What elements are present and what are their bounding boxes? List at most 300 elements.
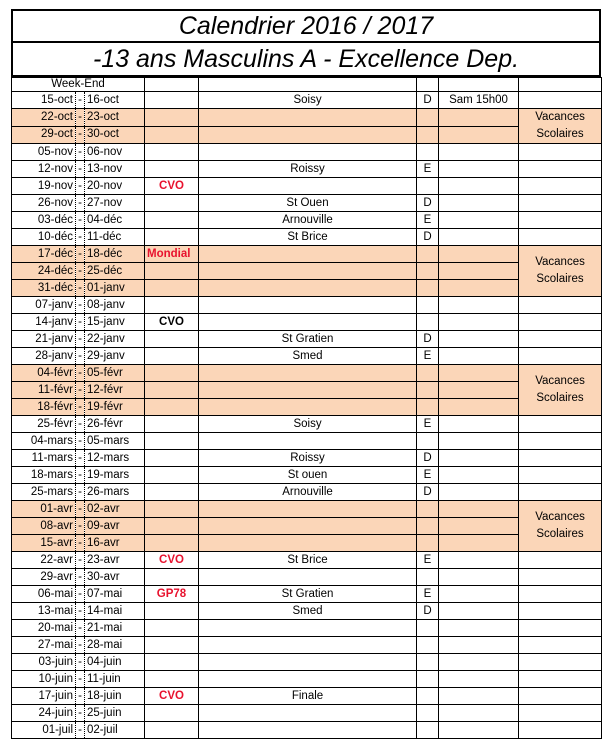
weekend-end-date: 30-oct xyxy=(85,126,145,144)
table-row xyxy=(12,450,602,467)
time-cell xyxy=(439,212,519,229)
weekend-start-date: 11-févr xyxy=(12,382,76,399)
venue-cell: D xyxy=(417,195,439,212)
event-cell xyxy=(145,637,199,654)
venue-cell xyxy=(417,382,439,399)
weekend-end-date: 25-déc xyxy=(85,263,145,280)
venue-cell xyxy=(417,365,439,382)
note-cell xyxy=(519,620,602,637)
date-separator: - xyxy=(76,484,85,501)
time-cell xyxy=(439,195,519,212)
time-cell xyxy=(439,229,519,246)
date-separator: - xyxy=(76,654,85,671)
vacances-line1: Vacances xyxy=(535,111,585,123)
event-cell xyxy=(145,569,199,586)
note-cell xyxy=(519,586,602,603)
opponent-cell xyxy=(199,637,417,654)
time-cell xyxy=(439,450,519,467)
event-cell xyxy=(145,467,199,484)
opponent-cell xyxy=(199,535,417,552)
weekend-start-date: 08-avr xyxy=(12,518,76,535)
time-cell xyxy=(439,314,519,331)
table-row xyxy=(12,399,602,416)
date-separator: - xyxy=(76,161,85,178)
weekend-start-date: 20-mai xyxy=(12,620,76,637)
venue-cell: D xyxy=(417,92,439,109)
table-row xyxy=(12,535,602,552)
time-cell xyxy=(439,518,519,535)
note-cell xyxy=(519,722,602,739)
note-cell xyxy=(519,433,602,450)
weekend-start-date: 22-avr xyxy=(12,552,76,569)
opponent-cell: St ouen xyxy=(199,467,417,484)
table-row xyxy=(12,246,602,263)
time-cell xyxy=(439,552,519,569)
date-separator: - xyxy=(76,586,85,603)
event-cell: GP78 xyxy=(145,586,199,603)
table-row xyxy=(12,263,602,280)
date-separator: - xyxy=(76,535,85,552)
opponent-cell: St Brice xyxy=(199,552,417,569)
table-row xyxy=(12,705,602,722)
date-separator: - xyxy=(76,263,85,280)
event-cell xyxy=(145,722,199,739)
table-row xyxy=(12,195,602,212)
note-cell xyxy=(519,161,602,178)
note-cell xyxy=(519,603,602,620)
venue-cell: E xyxy=(417,161,439,178)
time-cell xyxy=(439,348,519,365)
team-subtitle: -13 ans Masculins A - Excellence Dep. xyxy=(11,43,601,77)
date-separator: - xyxy=(76,688,85,705)
opponent-cell xyxy=(199,620,417,637)
time-cell xyxy=(439,688,519,705)
date-separator: - xyxy=(76,92,85,109)
weekend-end-date: 06-nov xyxy=(85,144,145,161)
date-separator: - xyxy=(76,178,85,195)
weekend-start-date: 05-nov xyxy=(12,144,76,161)
table-row xyxy=(12,518,602,535)
date-separator: - xyxy=(76,195,85,212)
weekend-end-date: 23-oct xyxy=(85,109,145,127)
opponent-cell: Smed xyxy=(199,603,417,620)
venue-cell: E xyxy=(417,586,439,603)
note-cell xyxy=(519,92,602,109)
venue-cell xyxy=(417,654,439,671)
table-row xyxy=(12,365,602,382)
weekend-start-date: 15-oct xyxy=(12,92,76,109)
table-row xyxy=(12,620,602,637)
opponent-cell: Finale xyxy=(199,688,417,705)
table-row xyxy=(12,467,602,484)
table-row xyxy=(12,109,602,127)
opponent-cell xyxy=(199,365,417,382)
vacances-note xyxy=(519,246,602,297)
weekend-start-date: 04-févr xyxy=(12,365,76,382)
event-cell xyxy=(145,416,199,433)
venue-cell xyxy=(417,501,439,518)
vacances-line1: Vacances xyxy=(535,511,585,523)
time-cell xyxy=(439,569,519,586)
date-separator: - xyxy=(76,399,85,416)
event-cell xyxy=(145,382,199,399)
weekend-header: Week-End xyxy=(12,78,145,92)
weekend-start-date: 10-déc xyxy=(12,229,76,246)
opponent-cell xyxy=(199,314,417,331)
date-separator: - xyxy=(76,603,85,620)
weekend-start-date: 04-mars xyxy=(12,433,76,450)
table-row xyxy=(12,178,602,195)
opponent-cell: Soisy xyxy=(199,92,417,109)
time-cell xyxy=(439,331,519,348)
time-cell xyxy=(439,416,519,433)
header-event xyxy=(145,78,199,92)
weekend-end-date: 11-déc xyxy=(85,229,145,246)
event-cell xyxy=(145,212,199,229)
weekend-start-date: 25-mars xyxy=(12,484,76,501)
date-separator: - xyxy=(76,365,85,382)
date-separator: - xyxy=(76,280,85,297)
weekend-end-date: 07-mai xyxy=(85,586,145,603)
weekend-start-date: 18-févr xyxy=(12,399,76,416)
table-row xyxy=(12,161,602,178)
weekend-end-date: 13-nov xyxy=(85,161,145,178)
opponent-cell: St Gratien xyxy=(199,586,417,603)
time-cell xyxy=(439,263,519,280)
event-cell xyxy=(145,144,199,161)
event-cell xyxy=(145,501,199,518)
weekend-start-date: 11-mars xyxy=(12,450,76,467)
vacances-line1: Vacances xyxy=(535,256,585,268)
time-cell xyxy=(439,586,519,603)
time-cell xyxy=(439,246,519,263)
table-row xyxy=(12,722,602,739)
date-separator: - xyxy=(76,552,85,569)
table-row xyxy=(12,229,602,246)
event-cell xyxy=(145,109,199,127)
venue-cell xyxy=(417,109,439,127)
weekend-start-date: 14-janv xyxy=(12,314,76,331)
weekend-end-date: 15-janv xyxy=(85,314,145,331)
event-cell xyxy=(145,297,199,314)
date-separator: - xyxy=(76,314,85,331)
weekend-end-date: 19-mars xyxy=(85,467,145,484)
date-separator: - xyxy=(76,671,85,688)
venue-cell xyxy=(417,246,439,263)
weekend-end-date: 20-nov xyxy=(85,178,145,195)
table-row xyxy=(12,297,602,314)
weekend-start-date: 10-juin xyxy=(12,671,76,688)
table-row xyxy=(12,654,602,671)
event-cell xyxy=(145,280,199,297)
weekend-end-date: 12-févr xyxy=(85,382,145,399)
opponent-cell xyxy=(199,671,417,688)
vacances-line1: Vacances xyxy=(535,375,585,387)
opponent-cell xyxy=(199,126,417,144)
event-cell: Mondial xyxy=(145,246,199,263)
table-row xyxy=(12,382,602,399)
venue-cell xyxy=(417,535,439,552)
note-cell xyxy=(519,348,602,365)
date-separator: - xyxy=(76,467,85,484)
note-cell xyxy=(519,178,602,195)
note-cell xyxy=(519,212,602,229)
weekend-start-date: 31-déc xyxy=(12,280,76,297)
venue-cell xyxy=(417,518,439,535)
venue-cell: E xyxy=(417,212,439,229)
date-separator: - xyxy=(76,416,85,433)
table-row xyxy=(12,586,602,603)
weekend-end-date: 28-mai xyxy=(85,637,145,654)
opponent-cell: St Ouen xyxy=(199,195,417,212)
event-cell xyxy=(145,620,199,637)
event-cell xyxy=(145,654,199,671)
time-cell xyxy=(439,126,519,144)
weekend-end-date: 16-avr xyxy=(85,535,145,552)
event-cell xyxy=(145,671,199,688)
event-cell xyxy=(145,433,199,450)
weekend-start-date: 26-nov xyxy=(12,195,76,212)
table-row xyxy=(12,501,602,518)
weekend-start-date: 01-avr xyxy=(12,501,76,518)
venue-cell xyxy=(417,433,439,450)
time-cell xyxy=(439,484,519,501)
table-row xyxy=(12,603,602,620)
note-cell xyxy=(519,484,602,501)
table-row xyxy=(12,348,602,365)
venue-cell: E xyxy=(417,348,439,365)
table-row xyxy=(12,416,602,433)
vacances-note xyxy=(519,109,602,144)
weekend-start-date: 13-mai xyxy=(12,603,76,620)
weekend-end-date: 02-juil xyxy=(85,722,145,739)
venue-cell xyxy=(417,705,439,722)
weekend-end-date: 23-avr xyxy=(85,552,145,569)
table-row xyxy=(12,331,602,348)
event-cell xyxy=(145,331,199,348)
opponent-cell xyxy=(199,178,417,195)
opponent-cell xyxy=(199,501,417,518)
weekend-start-date: 17-juin xyxy=(12,688,76,705)
time-cell xyxy=(439,433,519,450)
time-cell xyxy=(439,297,519,314)
date-separator: - xyxy=(76,246,85,263)
note-cell xyxy=(519,654,602,671)
date-separator: - xyxy=(76,518,85,535)
venue-cell: E xyxy=(417,467,439,484)
table-row xyxy=(12,433,602,450)
weekend-end-date: 25-juin xyxy=(85,705,145,722)
table-row xyxy=(12,569,602,586)
weekend-end-date: 30-avr xyxy=(85,569,145,586)
venue-cell: D xyxy=(417,484,439,501)
time-cell xyxy=(439,109,519,127)
table-row xyxy=(12,126,602,144)
weekend-end-date: 19-févr xyxy=(85,399,145,416)
time-cell xyxy=(439,671,519,688)
event-cell: CVO xyxy=(145,552,199,569)
venue-cell: D xyxy=(417,450,439,467)
opponent-cell: Arnouville xyxy=(199,212,417,229)
time-cell xyxy=(439,365,519,382)
opponent-cell: Soisy xyxy=(199,416,417,433)
venue-cell: E xyxy=(417,416,439,433)
vacances-line2: Scolaires xyxy=(536,528,584,540)
venue-cell xyxy=(417,688,439,705)
event-cell xyxy=(145,263,199,280)
weekend-end-date: 05-févr xyxy=(85,365,145,382)
venue-cell xyxy=(417,637,439,654)
venue-cell xyxy=(417,569,439,586)
event-cell: CVO xyxy=(145,178,199,195)
event-cell xyxy=(145,229,199,246)
opponent-cell: Roissy xyxy=(199,450,417,467)
event-cell xyxy=(145,705,199,722)
weekend-end-date: 26-févr xyxy=(85,416,145,433)
note-cell xyxy=(519,297,602,314)
note-cell xyxy=(519,229,602,246)
weekend-end-date: 11-juin xyxy=(85,671,145,688)
weekend-end-date: 04-déc xyxy=(85,212,145,229)
time-cell xyxy=(439,620,519,637)
vacances-line2: Scolaires xyxy=(536,273,584,285)
event-cell xyxy=(145,92,199,109)
opponent-cell xyxy=(199,518,417,535)
note-cell xyxy=(519,144,602,161)
venue-cell xyxy=(417,178,439,195)
calendar-title: Calendrier 2016 / 2017 xyxy=(11,9,601,43)
weekend-end-date: 12-mars xyxy=(85,450,145,467)
opponent-cell xyxy=(199,654,417,671)
venue-cell xyxy=(417,144,439,161)
time-cell xyxy=(439,399,519,416)
venue-cell: D xyxy=(417,331,439,348)
header-venue xyxy=(417,78,439,92)
opponent-cell xyxy=(199,263,417,280)
weekend-start-date: 19-nov xyxy=(12,178,76,195)
date-separator: - xyxy=(76,212,85,229)
time-cell: Sam 15h00 xyxy=(439,92,519,109)
weekend-start-date: 06-mai xyxy=(12,586,76,603)
time-cell xyxy=(439,722,519,739)
time-cell xyxy=(439,161,519,178)
venue-cell xyxy=(417,671,439,688)
date-separator: - xyxy=(76,126,85,144)
time-cell xyxy=(439,535,519,552)
date-separator: - xyxy=(76,620,85,637)
venue-cell: D xyxy=(417,229,439,246)
event-cell xyxy=(145,484,199,501)
event-cell xyxy=(145,535,199,552)
time-cell xyxy=(439,144,519,161)
weekend-start-date: 12-nov xyxy=(12,161,76,178)
weekend-start-date: 24-juin xyxy=(12,705,76,722)
opponent-cell xyxy=(199,433,417,450)
weekend-start-date: 17-déc xyxy=(12,246,76,263)
event-cell xyxy=(145,365,199,382)
table-row xyxy=(12,212,602,229)
time-cell xyxy=(439,603,519,620)
venue-cell xyxy=(417,126,439,144)
venue-cell xyxy=(417,297,439,314)
venue-cell xyxy=(417,280,439,297)
note-cell xyxy=(519,671,602,688)
weekend-start-date: 22-oct xyxy=(12,109,76,127)
weekend-end-date: 18-déc xyxy=(85,246,145,263)
date-separator: - xyxy=(76,109,85,127)
weekend-end-date: 08-janv xyxy=(85,297,145,314)
opponent-cell: St Gratien xyxy=(199,331,417,348)
weekend-start-date: 03-déc xyxy=(12,212,76,229)
note-cell xyxy=(519,314,602,331)
note-cell xyxy=(519,195,602,212)
vacances-note xyxy=(519,365,602,416)
date-separator: - xyxy=(76,705,85,722)
venue-cell xyxy=(417,620,439,637)
date-separator: - xyxy=(76,501,85,518)
table-row xyxy=(12,280,602,297)
table-row xyxy=(12,671,602,688)
event-cell: CVO xyxy=(145,314,199,331)
venue-cell: E xyxy=(417,552,439,569)
weekend-start-date: 27-mai xyxy=(12,637,76,654)
date-separator: - xyxy=(76,722,85,739)
opponent-cell: Smed xyxy=(199,348,417,365)
note-cell xyxy=(519,552,602,569)
header-time xyxy=(439,78,519,92)
time-cell xyxy=(439,654,519,671)
date-separator: - xyxy=(76,637,85,654)
note-cell xyxy=(519,637,602,654)
opponent-cell: St Brice xyxy=(199,229,417,246)
event-cell: CVO xyxy=(145,688,199,705)
opponent-cell xyxy=(199,144,417,161)
vacances-note xyxy=(519,501,602,552)
opponent-cell xyxy=(199,280,417,297)
time-cell xyxy=(439,382,519,399)
venue-cell xyxy=(417,399,439,416)
opponent-cell: Arnouville xyxy=(199,484,417,501)
venue-cell xyxy=(417,314,439,331)
time-cell xyxy=(439,637,519,654)
date-separator: - xyxy=(76,144,85,161)
weekend-end-date: 26-mars xyxy=(85,484,145,501)
time-cell xyxy=(439,467,519,484)
weekend-start-date: 24-déc xyxy=(12,263,76,280)
event-cell xyxy=(145,161,199,178)
opponent-cell xyxy=(199,109,417,127)
weekend-start-date: 25-févr xyxy=(12,416,76,433)
event-cell xyxy=(145,195,199,212)
date-separator: - xyxy=(76,331,85,348)
date-separator: - xyxy=(76,382,85,399)
venue-cell xyxy=(417,263,439,280)
table-row xyxy=(12,552,602,569)
table-row xyxy=(12,484,602,501)
venue-cell xyxy=(417,722,439,739)
note-cell xyxy=(519,331,602,348)
event-cell xyxy=(145,348,199,365)
weekend-start-date: 28-janv xyxy=(12,348,76,365)
weekend-start-date: 18-mars xyxy=(12,467,76,484)
weekend-end-date: 01-janv xyxy=(85,280,145,297)
weekend-end-date: 22-janv xyxy=(85,331,145,348)
weekend-end-date: 04-juin xyxy=(85,654,145,671)
time-cell xyxy=(439,501,519,518)
weekend-start-date: 21-janv xyxy=(12,331,76,348)
weekend-end-date: 16-oct xyxy=(85,92,145,109)
table-row xyxy=(12,92,602,109)
